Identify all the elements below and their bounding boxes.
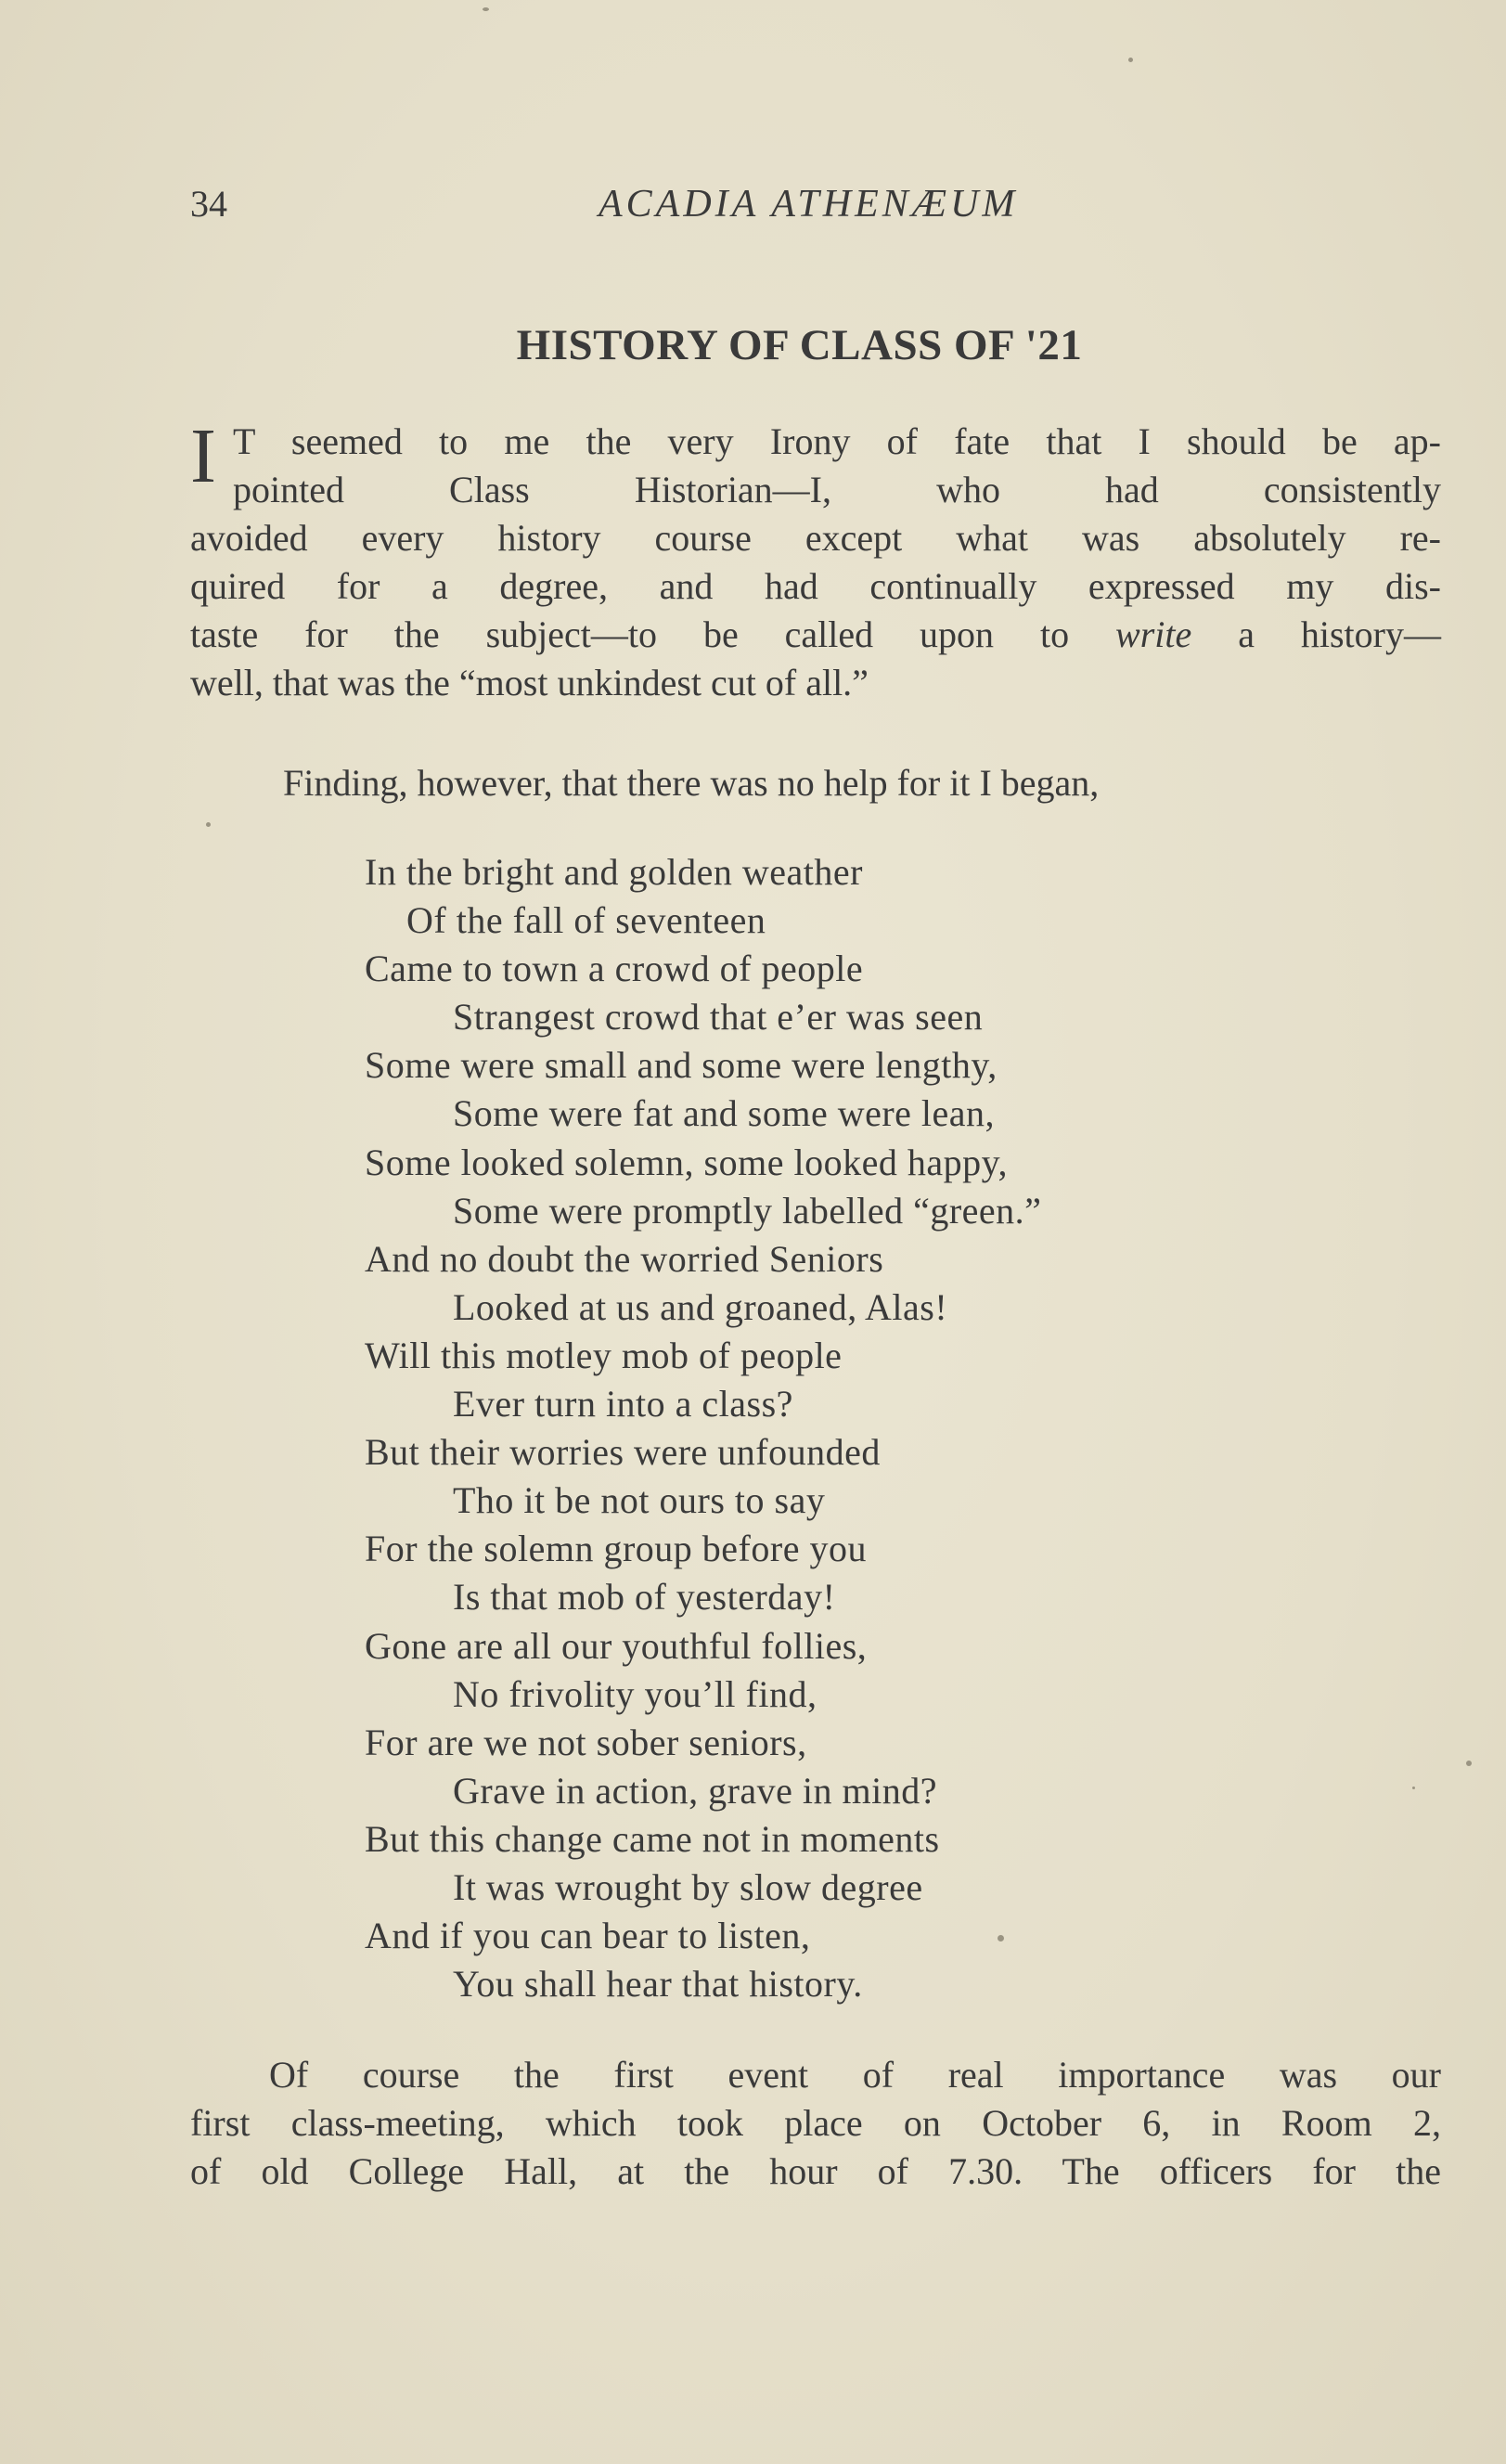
poem-line: Looked at us and groaned, Alas! (453, 1285, 948, 1328)
poem-line: But this change came not in moments (365, 1817, 940, 1860)
speck (1466, 1761, 1472, 1766)
poem-line: For the solemn group before you (365, 1528, 867, 1570)
poem (0, 848, 1506, 2008)
poem-line: Some were promptly labelled “green.” (453, 1189, 1042, 1232)
page-number: 34 (190, 183, 227, 225)
poem-line: Is that mob of yesterday! (453, 1576, 836, 1619)
speck (206, 822, 211, 827)
poem-line: Grave in action, grave in mind? (453, 1769, 937, 1812)
closing-line: of old College Hall, at the hour of 7.30. The officers for the (190, 2150, 1441, 2192)
closing-paragraph (190, 2051, 1441, 2196)
running-head (190, 182, 1146, 234)
poem-line: Gone are all our youthful follies, (365, 1624, 868, 1667)
poem-line: In the bright and golden weather (365, 851, 863, 893)
poem-line: Some were small and some were lengthy, (365, 1044, 998, 1087)
speck (483, 7, 489, 11)
intro-line-head: taste for the subject—to be called upon to (190, 613, 1116, 655)
finding-paragraph (190, 759, 1441, 807)
poem-line: For are we not sober seniors, (365, 1721, 807, 1763)
intro-line: pointed Class Historian—I, who had consistently (232, 469, 1441, 510)
italic-word: write (1115, 613, 1192, 655)
drop-cap: I (190, 413, 216, 499)
poem-line: Some looked solemn, some looked happy, (365, 1141, 1008, 1183)
finding-line: Finding, however, that there was no help for it I began, (283, 762, 1100, 804)
journal-title: ACADIA ATHENÆUM (599, 183, 1019, 226)
speck (998, 1935, 1004, 1942)
poem-line: But their worries were unfounded (365, 1431, 881, 1474)
article-title: HISTORY OF CLASS OF '21 (516, 321, 1083, 369)
poem-line: Will this motley mob of people (365, 1334, 843, 1376)
intro-line-tail: a history— (1191, 613, 1441, 655)
intro-paragraph (190, 413, 1441, 707)
poem-line: And if you can bear to listen, (365, 1915, 811, 1957)
poem-line: Strangest crowd that e’er was seen (453, 996, 984, 1038)
speck (1128, 58, 1133, 62)
poem-line: Some were fat and some were lean, (453, 1092, 996, 1135)
speck (1412, 1787, 1415, 1789)
poem-line: You shall hear that history. (453, 1963, 863, 2006)
poem-line: Tho it be not ours to say (453, 1479, 826, 1522)
poem-line: Came to town a crowd of people (365, 948, 864, 990)
intro-line: well, that was the “most unkindest cut of all.” (190, 662, 869, 703)
poem-line: And no doubt the worried Seniors (365, 1237, 884, 1280)
intro-line-with-italic (190, 611, 1441, 659)
closing-line: Of course the first event of real importance was our (269, 2054, 1441, 2096)
intro-line: avoided every history course except what was absolutely re- (190, 517, 1441, 559)
intro-line: quired for a degree, and had continually expressed my dis- (190, 565, 1441, 607)
poem-line: No frivolity you’ll find, (453, 1672, 817, 1715)
closing-line: first class-meeting, which took place on October 6, in Room 2, (190, 2102, 1441, 2144)
poem-line: It was wrought by slow degree (453, 1865, 923, 1908)
poem-line: Ever turn into a class? (453, 1383, 793, 1426)
intro-line: T seemed to me the very Irony of fate that I should be ap- (232, 420, 1441, 462)
poem-line: Of the fall of seventeen (406, 899, 766, 942)
